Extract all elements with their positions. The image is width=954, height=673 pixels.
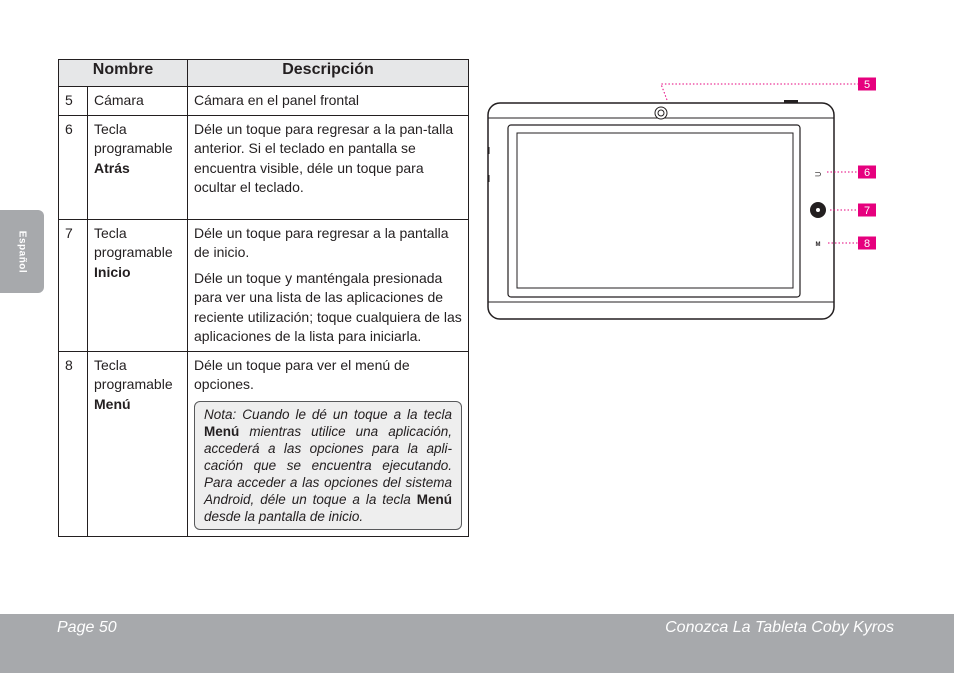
row-name-prefix: Tecla programable [94,356,173,392]
row-name-prefix: Tecla programable [94,224,173,260]
callout-label-6: 6 [863,167,871,179]
row-number: 6 [59,115,88,219]
back-key-icon: ⊃ [814,169,822,179]
note-text: mientras utilice una aplicación, accederá a las opciones para la apli-cación que se encuentra ejecutando. Para acceder a las opciones del sistema Android, déle un toque a la tecla [204,423,453,507]
page-footer [0,614,954,673]
menu-key-icon: M [815,242,821,248]
tablet-top-edge [784,100,798,103]
description-paragraph: Déle un toque para ver el menú de opciones. [194,356,410,392]
row-description [188,219,469,351]
tablet-diagram [486,72,906,324]
row-description: Cámara en el panel frontal [188,87,469,116]
description-paragraph: Déle un toque para regresar a la pantalla de inicio. [194,224,449,260]
row-name [88,115,188,219]
row-name-prefix: Tecla programable [94,120,173,156]
row-number: 5 [59,87,88,116]
row-name-key: Menú [94,395,131,412]
row-name [88,351,188,536]
table-row [59,219,469,351]
callout-leader-5 [661,84,858,100]
note-text: desde la pantalla de inicio. [204,508,364,524]
language-tab-label: Español [16,230,28,274]
header-description: Descripción [188,60,469,87]
row-name: Cámara [88,87,188,116]
language-tab [0,210,44,293]
note-key: Menú [204,423,240,439]
callout-label-8: 8 [863,238,871,250]
row-description [188,351,469,536]
row-number: 7 [59,219,88,351]
key-description-table [58,59,469,537]
row-number: 8 [59,351,88,536]
table-row [59,115,469,219]
note-key: Menú [416,491,453,507]
row-name-key: Inicio [94,263,131,280]
callout-label-7: 7 [863,205,871,217]
row-name [88,219,188,351]
header-name: Nombre [59,60,188,87]
camera-lens [658,110,664,116]
callout-label-5: 5 [863,79,871,91]
table-row [59,351,469,536]
row-name-key: Atrás [94,159,130,176]
footer-title: Conozca La Tableta Coby Kyros [665,619,894,636]
home-key-dot [816,208,820,212]
table-header-row [59,60,469,87]
note-box [194,401,462,530]
description-paragraph: Déle un toque y manténgala presionada para ver una lista de las aplicaciones de reciente utilización; toque cualquiera de las aplicaciones de la lista para iniciarla. [194,269,462,344]
screen [517,133,793,288]
page-number: Page 50 [57,619,117,636]
note-text: Nota: Cuando le dé un toque a la tecla [204,406,453,422]
row-description: Déle un toque para regresar a la pan-talla anterior. Si el teclado en pantalla se encuentra visible, déle un toque para ocultar el teclado. [188,115,469,219]
table-row [59,87,469,116]
